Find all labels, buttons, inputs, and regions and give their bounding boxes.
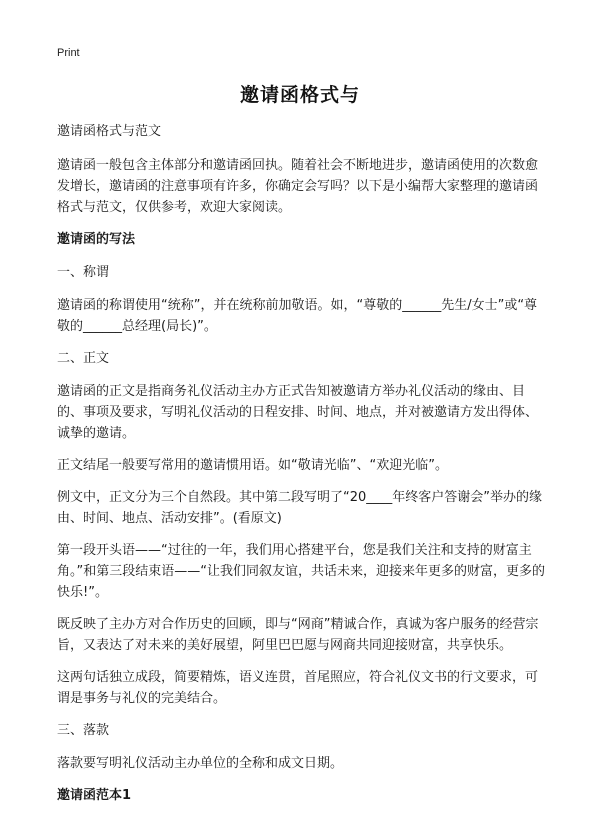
body-paragraph-4: 第一段开头语——“过往的一年，我们用心搭建平台，您是我们关注和支持的财富主角。”和第三段结束语——“让我们同叙友谊，共话未来，迎接来年更多的财富，更多的快乐!”。: [57, 543, 545, 600]
salutation-paragraph: 邀请函的称谓使用“统称”，并在统称前加敬语。如，“尊敬的______先生/女士”或“尊敬的______总经理(局长)”。: [57, 298, 538, 334]
body-paragraph-6: 这两句话独立成段，简要精炼，语义连贯，首尾照应，符合礼仪文书的行文要求，可谓是事务与礼仪的完美结合。: [57, 670, 539, 706]
subheading-salutation: 一、称谓: [57, 265, 110, 280]
page-title: 邀请函格式与: [239, 84, 360, 106]
intro-paragraph: 邀请函一般包含主体部分和邀请函回执。随着社会不断地进步，邀请函使用的次数愈发增长，邀请函的注意事项有许多，你确定会写吗？以下是小编帮大家整理的邀请函格式与范文，仅供参考，欢迎大家阅读。: [57, 158, 539, 215]
subheading-signature: 三、落款: [57, 723, 110, 738]
document-subtitle: 邀请函格式与范文: [57, 124, 162, 139]
section-heading-sample-1: 邀请函范本1: [57, 788, 132, 803]
document-body: [57, 121, 547, 818]
subheading-body: 二、正文: [57, 351, 110, 366]
body-paragraph-3: 例文中，正文分为三个自然段。其中第二段写明了“20____年终客户答谢会”举办的缘由、时间、地点、活动安排”。(看原文): [57, 490, 543, 526]
body-paragraph-2: 正文结尾一般要写常用的邀请惯用语。如“敬请光临”、“欢迎光临”。: [57, 458, 448, 473]
signature-paragraph: 落款要写明礼仪活动主办单位的全称和成文日期。: [57, 756, 344, 771]
body-paragraph-1: 邀请函的正文是指商务礼仪活动主办方正式告知被邀请方举办礼仪活动的缘由、目的、事项及要求，写明礼仪活动的日程安排、时间、地点，并对被邀请方发出得体、诚挚的邀请。: [57, 384, 539, 441]
section-heading-writing: 邀请函的写法: [57, 232, 136, 247]
body-paragraph-5: 既反映了主办方对合作历史的回顾，即与“网商”精诚合作，真诚为客户服务的经营宗旨，又表达了对未来的美好展望，阿里巴巴愿与网商共同迎接财富，共享快乐。: [57, 617, 539, 653]
print-label[interactable]: Print: [57, 47, 80, 59]
